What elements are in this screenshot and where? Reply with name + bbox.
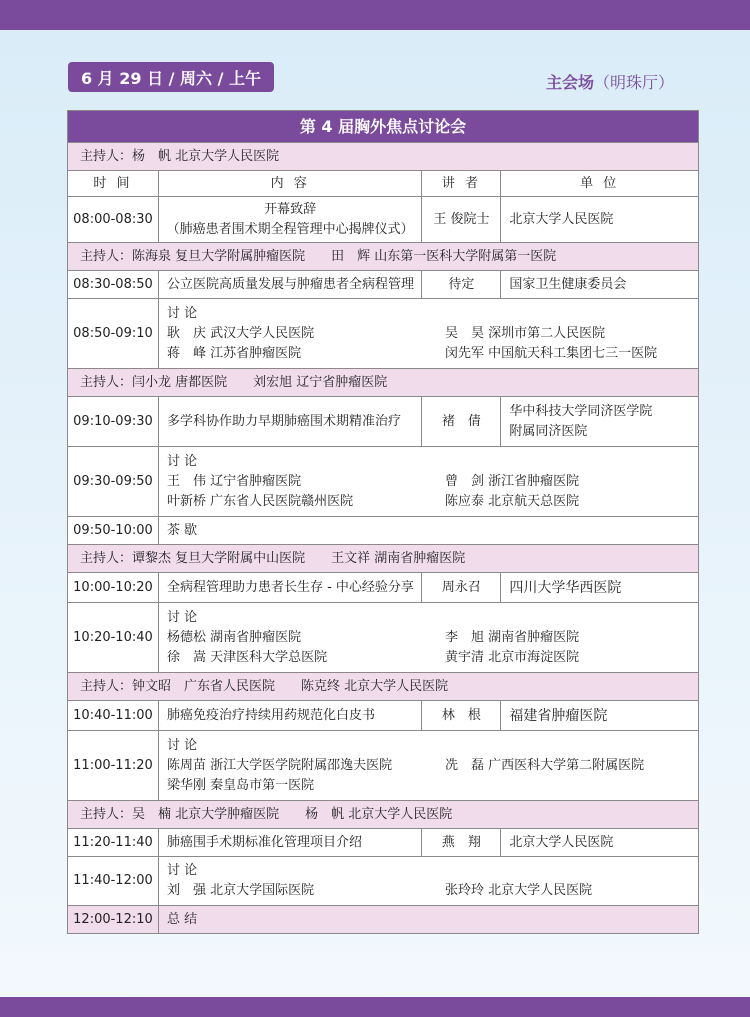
- row-time: 12:00-12:10: [68, 906, 159, 934]
- row-speaker: 林 根: [422, 701, 501, 731]
- content-line: 开幕致辞: [264, 201, 317, 217]
- table-row: [68, 603, 699, 673]
- row-unit: 国家卫生健康委员会: [501, 271, 699, 299]
- title-row: [68, 111, 699, 143]
- bottom-band: [0, 997, 750, 1017]
- panelist: 李 旭 湖南省肿瘤医院: [444, 629, 580, 645]
- discussion-label: 讨 论: [166, 863, 198, 878]
- row-speaker: 待定: [422, 271, 501, 299]
- host-3: 主持人：闫小龙 唐都医院 刘宏旭 辽宁省肿瘤医院: [68, 369, 699, 397]
- table-row: [68, 573, 699, 603]
- row-speaker: 褚 倩: [422, 397, 501, 447]
- venue-room: （明珠厅）: [593, 73, 674, 92]
- row-time: 08:50-09:10: [68, 299, 159, 369]
- host-row: [68, 545, 699, 573]
- host-row: [68, 801, 699, 829]
- discussion-label: 讨 论: [166, 305, 198, 321]
- panelist: 陈应泰 北京航天总医院: [444, 493, 580, 509]
- col-time: 时 间: [68, 171, 159, 197]
- venue-main: 主会场: [545, 73, 594, 92]
- col-unit: 单 位: [501, 171, 699, 197]
- row-time: 11:20-11:40: [68, 829, 159, 857]
- top-band: [0, 0, 750, 30]
- schedule-table: [67, 110, 699, 934]
- discussion-cell: [158, 299, 698, 369]
- table-row: [68, 829, 699, 857]
- row-time: 09:10-09:30: [68, 397, 159, 447]
- host-1: 主持人：杨 帆 北京大学人民医院: [68, 143, 699, 171]
- row-time: 09:50-10:00: [68, 517, 159, 545]
- table-row: [68, 271, 699, 299]
- row-unit: [501, 397, 699, 447]
- row-time: 10:20-10:40: [68, 603, 159, 673]
- discussion-cell: [158, 731, 698, 801]
- discussion-label: 讨 论: [166, 453, 198, 469]
- row-time: 09:30-09:50: [68, 447, 159, 517]
- discussion-cell: [158, 447, 698, 517]
- panelist: 耿 庆 武汉大学人民医院: [166, 325, 315, 341]
- panelist: 徐 嵩 天津医科大学总医院: [166, 649, 328, 665]
- row-speaker: 王 俊院士: [422, 197, 501, 243]
- col-content: 内 容: [158, 171, 421, 197]
- panelist: 闵先军 中国航天科工集团七三一医院: [444, 345, 658, 361]
- panelist: 蒋 峰 江苏省肿瘤医院: [166, 345, 302, 361]
- row-unit: 北京大学人民医院: [501, 829, 699, 857]
- row-content: 肺癌围手术期标准化管理项目介绍: [158, 829, 421, 857]
- panelist: 杨德松 湖南省肿瘤医院: [166, 629, 302, 645]
- panelist: 黄宇清 北京市海淀医院: [444, 649, 580, 665]
- panelist: 曾 剑 浙江省肿瘤医院: [444, 473, 580, 489]
- row-time: 08:30-08:50: [68, 271, 159, 299]
- host-6: 主持人：吴 楠 北京大学肿瘤医院 杨 帆 北京大学人民医院: [68, 801, 699, 829]
- host-row: [68, 243, 699, 271]
- session-title: 第 4 届胸外焦点讨论会: [68, 111, 699, 143]
- table-row: [68, 517, 699, 545]
- row-content: 肺癌免疫治疗持续用药规范化白皮书: [158, 701, 421, 731]
- unit-line: 附属同济医院: [509, 423, 588, 439]
- panelist: 王 伟 辽宁省肿瘤医院: [166, 473, 302, 489]
- host-5: 主持人：钟文昭 广东省人民医院 陈克终 北京大学人民医院: [68, 673, 699, 701]
- table-row: [68, 701, 699, 731]
- row-speaker: 周永召: [422, 573, 501, 603]
- row-content: 总 结: [158, 906, 698, 934]
- row-time: 11:40-12:00: [68, 857, 159, 906]
- col-speaker: 讲 者: [422, 171, 501, 197]
- discussion-cell: [158, 857, 698, 906]
- row-content: 多学科协作助力早期肺癌围术期精准治疗: [158, 397, 421, 447]
- row-speaker: 燕 翔: [422, 829, 501, 857]
- row-content: [158, 197, 421, 243]
- panelist: 叶新桥 广东省人民医院赣州医院: [166, 493, 354, 509]
- row-time: 11:00-11:20: [68, 731, 159, 801]
- host-row: [68, 143, 699, 171]
- panelist: 梁华刚 秦皇岛市第一医院: [166, 777, 315, 793]
- table-row: [68, 447, 699, 517]
- table-row: [68, 906, 699, 934]
- panelist: 吴 昊 深圳市第二人民医院: [444, 325, 606, 341]
- row-unit: 四川大学华西医院: [501, 573, 699, 603]
- host-row: [68, 369, 699, 397]
- row-unit: 北京大学人民医院: [501, 197, 699, 243]
- venue-label: [546, 70, 674, 93]
- table-row: [68, 197, 699, 243]
- row-time: 08:00-08:30: [68, 197, 159, 243]
- panelist: 刘 强 北京大学国际医院: [166, 883, 315, 898]
- content-line: （肺癌患者围术期全程管理中心揭牌仪式）: [166, 221, 414, 237]
- table-row: [68, 857, 699, 906]
- panelist: 冼 磊 广西医科大学第二附属医院: [444, 757, 645, 773]
- column-header-row: [68, 171, 699, 197]
- row-content: 全病程管理助力患者长生存 - 中心经验分享: [158, 573, 421, 603]
- table-row: [68, 731, 699, 801]
- panelist: 张玲玲 北京大学人民医院: [444, 883, 593, 898]
- host-row: [68, 673, 699, 701]
- host-2: 主持人：陈海泉 复旦大学附属肿瘤医院 田 辉 山东第一医科大学附属第一医院: [68, 243, 699, 271]
- row-unit: 福建省肿瘤医院: [501, 701, 699, 731]
- host-4: 主持人：谭黎杰 复旦大学附属中山医院 王文祥 湖南省肿瘤医院: [68, 545, 699, 573]
- row-content: 公立医院高质量发展与肿瘤患者全病程管理: [158, 271, 421, 299]
- discussion-label: 讨 论: [166, 609, 198, 625]
- unit-line: 华中科技大学同济医学院: [509, 403, 653, 419]
- panelist: 陈周苗 浙江大学医学院附属邵逸夫医院: [166, 757, 393, 773]
- row-content: 茶 歇: [158, 517, 698, 545]
- discussion-label: 讨 论: [166, 737, 198, 753]
- table-row: [68, 397, 699, 447]
- row-time: 10:00-10:20: [68, 573, 159, 603]
- row-time: 10:40-11:00: [68, 701, 159, 731]
- discussion-cell: [158, 603, 698, 673]
- date-badge: 6 月 29 日 / 周六 / 上午: [68, 62, 274, 92]
- table-row: [68, 299, 699, 369]
